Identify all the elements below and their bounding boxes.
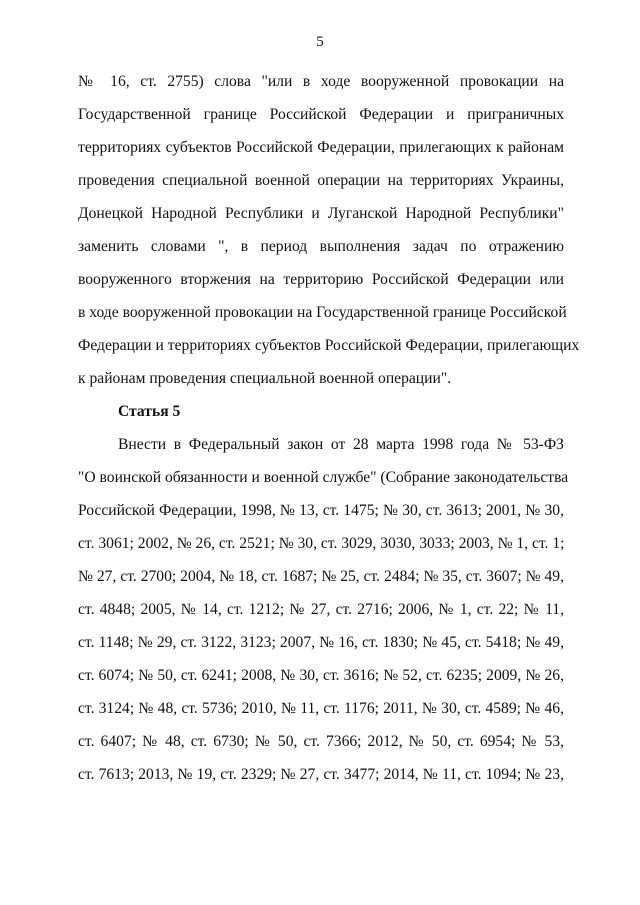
text-line: № 27, ст. 2700; 2004, № 18, ст. 1687; № 25, ст. 2484; № 35, ст. 3607; № 49, (78, 568, 564, 585)
text-line: Донецкой Народной Республики и Луганской Народной Республики" (78, 205, 564, 222)
text-line: ст. 3124; № 48, ст. 5736; 2010, № 11, ст. 1176; 2011, № 30, ст. 4589; № 46, (78, 700, 564, 717)
text-line: к районам проведения специальной военной операции". (78, 370, 452, 387)
page-number: 5 (316, 34, 324, 50)
text-line: ст. 4848; 2005, № 14, ст. 1212; № 27, ст. 2716; 2006, № 1, ст. 22; № 11, (78, 601, 564, 618)
text-line: Федерации и территориях субъектов Российской Федерации, прилегающих (78, 337, 580, 354)
text-line: Внести в Федеральный закон от 28 марта 1998 года № 53-ФЗ (118, 436, 564, 453)
text-line: в ходе вооруженной провокации на Государственной границе Российской (78, 304, 567, 321)
text-line: ст. 7613; 2013, № 19, ст. 2329; № 27, ст. 3477; 2014, № 11, ст. 1094; № 23, (78, 766, 564, 783)
text-line: Государственной границе Российской Федерации и приграничных (78, 106, 564, 123)
text-line: ст. 1148; № 29, ст. 3122, 3123; 2007, № 16, ст. 1830; № 45, ст. 5418; № 49, (78, 634, 564, 651)
text-line: территориях субъектов Российской Федерации, прилегающих к районам (78, 139, 564, 156)
text-line: ст. 6074; № 50, ст. 6241; 2008, № 30, ст. 3616; № 52, ст. 6235; 2009, № 26, (78, 667, 564, 684)
text-line: Российской Федерации, 1998, № 13, ст. 1475; № 30, ст. 3613; 2001, № 30, (78, 502, 564, 519)
article-heading: Статья 5 (118, 403, 181, 420)
text-line: ст. 3061; 2002, № 26, ст. 2521; № 30, ст. 3029, 3030, 3033; 2003, № 1, ст. 1; (78, 535, 565, 552)
text-line: проведения специальной военной операции на территориях Украины, (78, 172, 564, 189)
text-line: № 16, ст. 2755) слова "или в ходе вооруженной провокации на (78, 73, 564, 90)
text-line: "О воинской обязанности и военной службе" (Собрание законодательства (78, 469, 569, 486)
text-line: ст. 6407; № 48, ст. 6730; № 50, ст. 7366; 2012, № 50, ст. 6954; № 53, (78, 733, 564, 750)
text-line: заменить словами ", в период выполнения задач по отражению (78, 238, 564, 255)
text-line: вооруженного вторжения на территорию Российской Федерации или (78, 271, 564, 288)
